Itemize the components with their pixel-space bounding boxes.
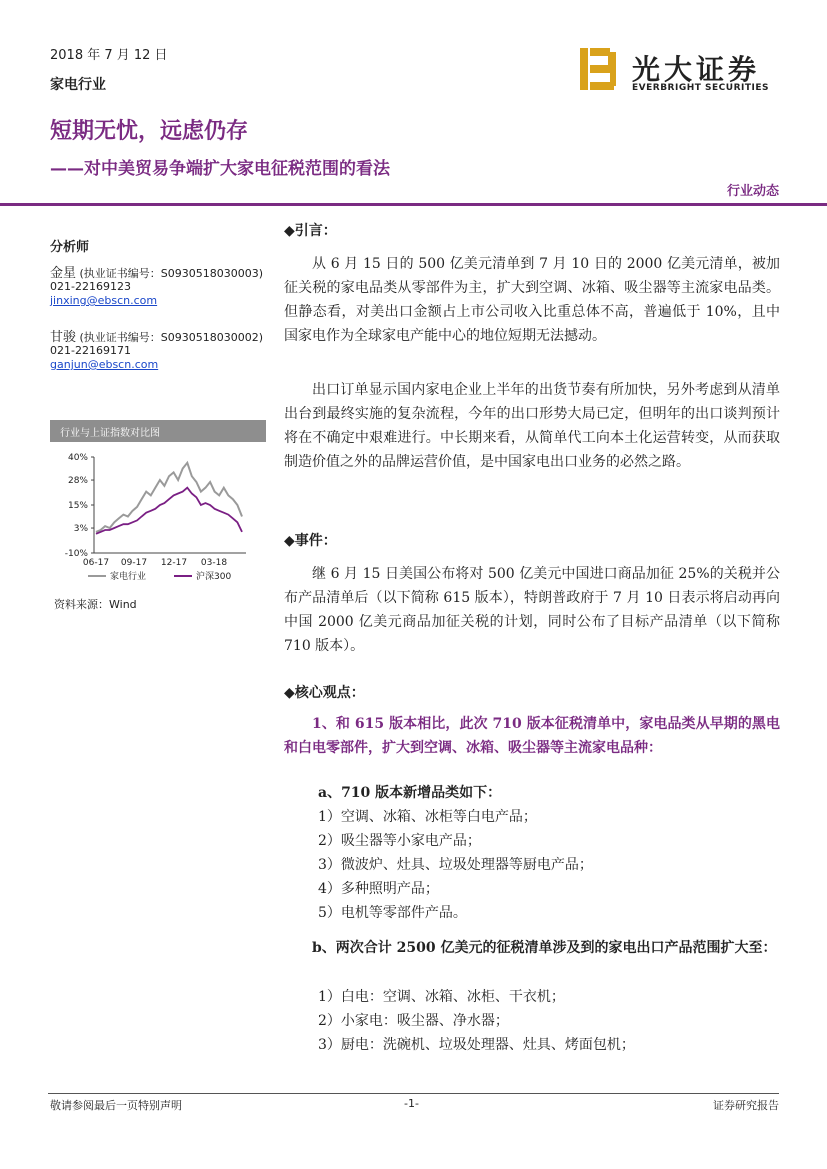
analyst-2-email[interactable]: ganjun@ebscn.com — [50, 358, 159, 371]
analyst-1-email[interactable]: jinxing@ebscn.com — [50, 294, 158, 307]
list-item: 3）厨电：洗碗机、垃圾处理器、灶具、烤面包机； — [318, 1037, 635, 1053]
report-subtitle: ——对中美贸易争端扩大家电征税范围的看法 — [50, 159, 390, 179]
list-item: 4）多种照明产品； — [318, 881, 439, 897]
list-item: 2）吸尘器等小家电产品； — [318, 833, 481, 849]
header-divider — [0, 203, 827, 206]
intro-paragraph-2: 出口订单显示国内家电企业上半年的出货节奏有所加快，另外考虑到从清单出台到最终实施的复杂流程，今年的出口形势大局已定，但明年的出口谈判预计将在不确定中艰难进行。中长期来看，从简单代工向本土化运营转变，从而获取制造价值之外的品牌运营价值，是中国家电出口业务的必然之路。 — [284, 382, 780, 470]
series-line-appliance — [96, 463, 242, 532]
brand-mark-icon — [580, 48, 616, 90]
diamond-bullet-icon: ◆ — [284, 533, 295, 549]
diamond-bullet-icon: ◆ — [284, 223, 295, 239]
brand-logo — [580, 48, 780, 98]
core-sub-b: b、两次合计 2500 亿美元的征税清单涉及到的家电出口产品范围扩大至： — [312, 940, 777, 956]
intro-paragraph-1: 从 6 月 15 日的 500 亿美元清单到 7 月 10 日的 2000 亿美元清单，被加征关税的家电品类从零部件为主，扩大到空调、冰箱、吸尘器等主流家电品类。但静态看，对美出口金额占上市公司收入比重总体不高，普遍低于 10%，且中国家电作为全球家电产能中心的地位短期无法撼动。 — [284, 256, 780, 344]
x-tick-label: 12-17 — [160, 558, 188, 568]
report-type: 行业动态 — [726, 184, 779, 199]
analyst-heading: 分析师 — [50, 240, 90, 255]
list-item: 5）电机等零部件产品。 — [318, 905, 467, 921]
analyst-2-cert: (执业证书编号：S0930518030002) — [79, 331, 264, 344]
list-item: 2）小家电：吸尘器、净水器； — [318, 1013, 509, 1029]
analyst-1-line — [50, 262, 263, 281]
core-heading: ◆核心观点： — [284, 685, 365, 701]
analyst-1-cert: (执业证书编号：S0930518030003) — [79, 267, 264, 280]
industry-label: 家电行业 — [50, 77, 106, 93]
footer-divider — [48, 1093, 779, 1094]
event-paragraph: 继 6 月 15 日美国公布将对 500 亿美元中国进口商品加征 25%的关税并公布产品清单后（以下简称 615 版本），特朗普政府于 7 月 10 日表示将启动再向中国 2000 亿美元商品加征关税的计划，同时公布了目标产品清单（以下简称 710 版本）。 — [284, 566, 780, 654]
analyst-2-phone: 021-22169171 — [50, 344, 131, 357]
analyst-2-line — [50, 326, 263, 345]
core-point-1: 1、和 615 版本相比，此次 710 版本征税清单中，家电品类从早期的黑电和白电零部件，扩大到空调、冰箱、吸尘器等主流家电品种： — [284, 716, 780, 756]
legend-label: 家电行业 — [110, 572, 147, 582]
core-sub-a: a、710 版本新增品类如下： — [318, 785, 502, 801]
x-tick-label: 09-17 — [120, 558, 148, 568]
event-heading: ◆事件： — [284, 533, 337, 549]
comparison-chart — [50, 445, 266, 595]
x-tick-label: 06-17 — [82, 558, 110, 568]
report-title: 短期无忧，远虑仍存 — [50, 119, 249, 144]
footer-report-label: 证券研究报告 — [713, 1099, 779, 1112]
y-tick-label: 28% — [67, 476, 88, 487]
legend-label: 沪深300 — [196, 572, 232, 582]
list-item: 1）空调、冰箱、冰柜等白电产品； — [318, 809, 537, 825]
analyst-1-name: 金星 — [50, 266, 77, 281]
y-tick-label: -10% — [64, 549, 88, 559]
list-item: 3）微波炉、灶具、垃圾处理器等厨电产品； — [318, 857, 593, 873]
brand-name-cn: 光大证券 — [632, 53, 761, 86]
x-tick-label: 03-18 — [200, 558, 228, 568]
y-tick-label: 3% — [73, 524, 88, 535]
brand-name-en: EVERBRIGHT SECURITIES — [632, 83, 769, 93]
y-tick-label: 15% — [67, 501, 88, 511]
footer-disclaimer: 敬请参阅最后一页特别声明 — [50, 1099, 182, 1112]
chart-title: 行业与上证指数对比图 — [50, 420, 266, 442]
list-item: 1）白电：空调、冰箱、冰柜、干衣机； — [318, 989, 565, 1005]
analyst-2-name: 甘骏 — [50, 330, 77, 345]
report-date: 2018 年 7 月 12 日 — [50, 48, 168, 63]
y-tick-label: 40% — [67, 453, 88, 463]
diamond-bullet-icon: ◆ — [284, 685, 295, 701]
analyst-1-phone: 021-22169123 — [50, 280, 131, 293]
chart-source: 资料来源：Wind — [54, 598, 137, 611]
intro-heading: ◆引言： — [284, 223, 337, 239]
page-number: -1- — [404, 1097, 419, 1110]
